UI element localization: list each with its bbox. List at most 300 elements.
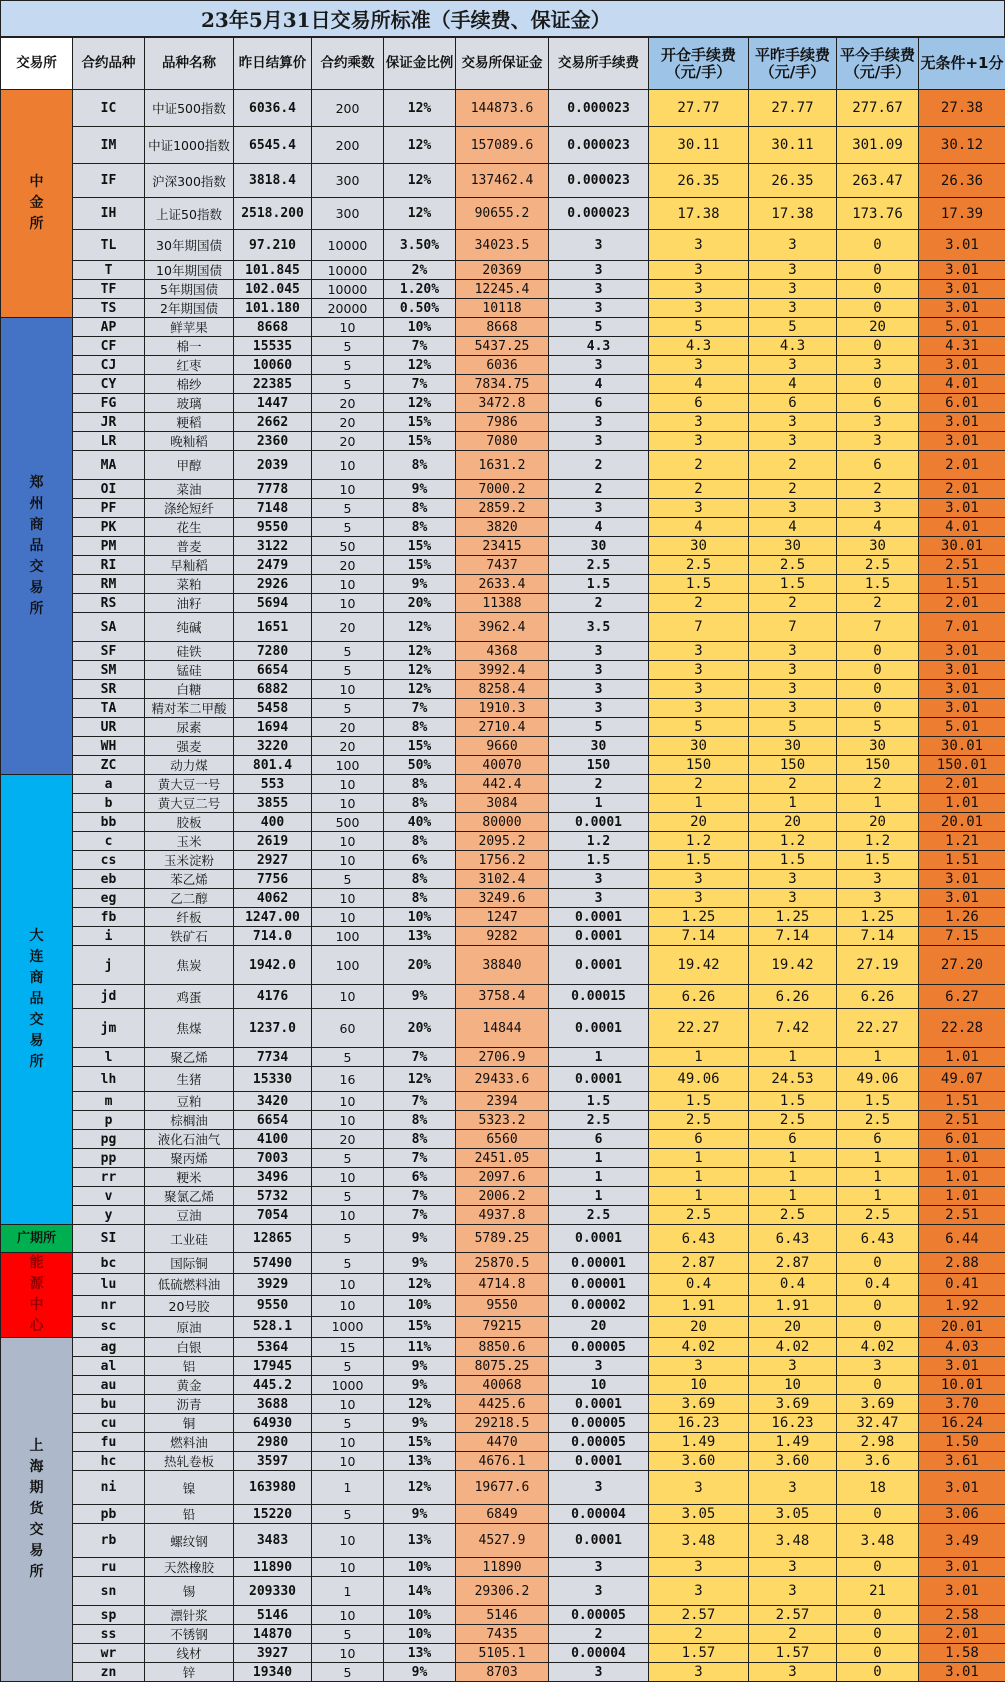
exchange-fee-cell: 1 <box>549 1187 649 1206</box>
exchange-margin-cell: 40068 <box>456 1376 549 1395</box>
contract-code-cell: bu <box>73 1395 145 1414</box>
close-yesterday-fee-cell: 24.53 <box>749 1067 837 1092</box>
settle-price-cell: 1447 <box>234 394 312 413</box>
contract-code-cell: ru <box>73 1558 145 1577</box>
exchange-fee-cell: 0.00005 <box>549 1433 649 1452</box>
plus-one-cent-cell: 3.01 <box>919 680 1005 699</box>
contract-code-cell: RI <box>73 556 145 575</box>
settle-price-cell: 3688 <box>234 1395 312 1414</box>
plus-one-cent-cell: 3.49 <box>919 1524 1005 1558</box>
settle-price-cell: 3220 <box>234 737 312 756</box>
multiplier-cell: 10000 <box>312 230 384 261</box>
settle-price-cell: 2360 <box>234 432 312 451</box>
margin-ratio-cell: 9% <box>384 1505 456 1524</box>
settle-price-cell: 6654 <box>234 661 312 680</box>
settle-price-cell: 4176 <box>234 985 312 1009</box>
plus-one-cent-cell: 0.41 <box>919 1274 1005 1295</box>
multiplier-cell: 10 <box>312 1606 384 1625</box>
plus-one-cent-cell: 1.01 <box>919 1168 1005 1187</box>
close-today-fee-cell: 2.98 <box>837 1433 919 1452</box>
plus-one-cent-cell: 3.01 <box>919 230 1005 261</box>
plus-one-cent-cell: 3.01 <box>919 1577 1005 1606</box>
exchange-fee-cell: 6 <box>549 394 649 413</box>
plus-one-cent-cell: 3.01 <box>919 870 1005 889</box>
open-fee-cell: 6 <box>649 1130 749 1149</box>
table-row <box>1 1149 1005 1168</box>
open-fee-cell: 2 <box>649 480 749 499</box>
contract-code-cell: i <box>73 927 145 946</box>
exchange-fee-cell: 1 <box>549 1048 649 1067</box>
open-fee-cell: 4.02 <box>649 1338 749 1357</box>
margin-ratio-cell: 8% <box>384 794 456 813</box>
margin-ratio-cell: 8% <box>384 718 456 737</box>
table-row <box>1 718 1005 737</box>
settle-price-cell: 400 <box>234 813 312 832</box>
close-yesterday-fee-cell: 1.5 <box>749 1092 837 1111</box>
close-today-fee-cell: 3.6 <box>837 1452 919 1471</box>
product-name-cell: 中证500指数 <box>145 90 234 127</box>
table-row <box>1 946 1005 985</box>
contract-code-cell: zn <box>73 1663 145 1682</box>
close-yesterday-fee-cell: 19.42 <box>749 946 837 985</box>
plus-one-cent-cell: 2.01 <box>919 594 1005 613</box>
multiplier-cell: 10 <box>312 451 384 480</box>
exchange-margin-cell: 8668 <box>456 318 549 337</box>
multiplier-cell: 1000 <box>312 1316 384 1337</box>
exchange-margin-cell: 1910.3 <box>456 699 549 718</box>
contract-code-cell: ni <box>73 1471 145 1505</box>
close-today-fee-cell: 1 <box>837 1168 919 1187</box>
close-yesterday-fee-cell: 4 <box>749 375 837 394</box>
settle-price-cell: 2619 <box>234 832 312 851</box>
plus-one-cent-cell: 16.24 <box>919 1414 1005 1433</box>
table-row <box>1 775 1005 794</box>
contract-code-cell: sc <box>73 1316 145 1337</box>
open-fee-cell: 3 <box>649 870 749 889</box>
contract-code-cell: SM <box>73 661 145 680</box>
close-yesterday-fee-cell: 3 <box>749 870 837 889</box>
plus-one-cent-cell: 3.01 <box>919 499 1005 518</box>
product-name-cell: 硅铁 <box>145 642 234 661</box>
close-yesterday-fee-cell: 26.35 <box>749 164 837 198</box>
exchange-margin-cell: 2710.4 <box>456 718 549 737</box>
table-row <box>1 680 1005 699</box>
table-row <box>1 756 1005 775</box>
exchange-group-cell <box>1 318 73 775</box>
header-plus-one-cent: 无条件+1分 <box>919 38 1005 90</box>
contract-code-cell: v <box>73 1187 145 1206</box>
settle-price-cell: 1942.0 <box>234 946 312 985</box>
settle-price-cell: 2926 <box>234 575 312 594</box>
close-today-fee-cell: 7.14 <box>837 927 919 946</box>
contract-code-cell: eb <box>73 870 145 889</box>
settle-price-cell: 528.1 <box>234 1316 312 1337</box>
close-today-fee-cell: 0 <box>837 375 919 394</box>
open-fee-cell: 7 <box>649 613 749 642</box>
exchange-margin-cell: 3992.4 <box>456 661 549 680</box>
exchange-margin-cell: 1756.2 <box>456 851 549 870</box>
close-yesterday-fee-cell: 10 <box>749 1376 837 1395</box>
multiplier-cell: 1000 <box>312 1376 384 1395</box>
settle-price-cell: 7778 <box>234 480 312 499</box>
margin-ratio-cell: 15% <box>384 737 456 756</box>
settle-price-cell: 97.210 <box>234 230 312 261</box>
plus-one-cent-cell: 2.88 <box>919 1253 1005 1274</box>
exchange-margin-cell: 2394 <box>456 1092 549 1111</box>
close-yesterday-fee-cell: 2 <box>749 775 837 794</box>
plus-one-cent-cell: 2.01 <box>919 480 1005 499</box>
close-yesterday-fee-cell: 7.14 <box>749 927 837 946</box>
product-name-cell: 聚乙烯 <box>145 1048 234 1067</box>
multiplier-cell: 15 <box>312 1338 384 1357</box>
contract-code-cell: IM <box>73 127 145 164</box>
margin-ratio-cell: 40% <box>384 813 456 832</box>
close-yesterday-fee-cell: 6 <box>749 1130 837 1149</box>
margin-ratio-cell: 15% <box>384 413 456 432</box>
plus-one-cent-cell: 3.01 <box>919 261 1005 280</box>
multiplier-cell: 5 <box>312 1149 384 1168</box>
contract-code-cell: RM <box>73 575 145 594</box>
exchange-margin-cell: 19677.6 <box>456 1471 549 1505</box>
margin-ratio-cell: 15% <box>384 1433 456 1452</box>
close-today-fee-cell: 3 <box>837 1357 919 1376</box>
header-settle-price: 昨日结算价 <box>234 38 312 90</box>
table-row <box>1 737 1005 756</box>
close-yesterday-fee-cell: 2.5 <box>749 1111 837 1130</box>
settle-price-cell: 7148 <box>234 499 312 518</box>
close-today-fee-cell: 3 <box>837 356 919 375</box>
product-name-cell: 聚氯乙烯 <box>145 1187 234 1206</box>
close-yesterday-fee-cell: 3 <box>749 261 837 280</box>
multiplier-cell: 5 <box>312 1625 384 1644</box>
product-name-cell: 白糖 <box>145 680 234 699</box>
contract-code-cell: PM <box>73 537 145 556</box>
open-fee-cell: 1.5 <box>649 1092 749 1111</box>
close-today-fee-cell: 0.4 <box>837 1274 919 1295</box>
table-row <box>1 356 1005 375</box>
table-row <box>1 813 1005 832</box>
plus-one-cent-cell: 6.44 <box>919 1225 1005 1253</box>
exchange-margin-cell: 6849 <box>456 1505 549 1524</box>
margin-ratio-cell: 12% <box>384 90 456 127</box>
settle-price-cell: 714.0 <box>234 927 312 946</box>
multiplier-cell: 10 <box>312 318 384 337</box>
settle-price-cell: 1247.00 <box>234 908 312 927</box>
margin-ratio-cell: 12% <box>384 661 456 680</box>
margin-ratio-cell: 12% <box>384 356 456 375</box>
close-today-fee-cell: 2 <box>837 594 919 613</box>
margin-ratio-cell: 7% <box>384 1206 456 1225</box>
exchange-margin-cell: 2859.2 <box>456 499 549 518</box>
close-today-fee-cell: 1.5 <box>837 851 919 870</box>
table-row <box>1 575 1005 594</box>
close-yesterday-fee-cell: 3 <box>749 1357 837 1376</box>
open-fee-cell: 2.5 <box>649 1206 749 1225</box>
exchange-fee-cell: 0.00005 <box>549 1338 649 1357</box>
plus-one-cent-cell: 3.01 <box>919 1471 1005 1505</box>
close-yesterday-fee-cell: 6.43 <box>749 1225 837 1253</box>
table-row <box>1 832 1005 851</box>
exchange-margin-cell: 4714.8 <box>456 1274 549 1295</box>
contract-code-cell: TS <box>73 299 145 318</box>
close-yesterday-fee-cell: 2 <box>749 480 837 499</box>
contract-code-cell: sn <box>73 1577 145 1606</box>
open-fee-cell: 6 <box>649 394 749 413</box>
close-today-fee-cell: 2.5 <box>837 1206 919 1225</box>
close-today-fee-cell: 1.5 <box>837 575 919 594</box>
product-name-cell: 漂针浆 <box>145 1606 234 1625</box>
exchange-fee-cell: 0.0001 <box>549 1395 649 1414</box>
exchange-fee-cell: 0.00005 <box>549 1606 649 1625</box>
product-name-cell: 棕榈油 <box>145 1111 234 1130</box>
close-today-fee-cell: 3 <box>837 432 919 451</box>
margin-ratio-cell: 10% <box>384 318 456 337</box>
multiplier-cell: 20 <box>312 413 384 432</box>
multiplier-cell: 20000 <box>312 299 384 318</box>
close-yesterday-fee-cell: 4.02 <box>749 1338 837 1357</box>
close-yesterday-fee-cell: 3.48 <box>749 1524 837 1558</box>
exchange-fee-cell: 2 <box>549 594 649 613</box>
table-row <box>1 1338 1005 1357</box>
open-fee-cell: 1.25 <box>649 908 749 927</box>
margin-ratio-cell: 10% <box>384 1295 456 1316</box>
close-yesterday-fee-cell: 2.5 <box>749 556 837 575</box>
exchange-group-cell <box>1 1338 73 1682</box>
plus-one-cent-cell: 27.38 <box>919 90 1005 127</box>
close-today-fee-cell: 27.19 <box>837 946 919 985</box>
table-row <box>1 518 1005 537</box>
contract-code-cell: SA <box>73 613 145 642</box>
exchange-fee-cell: 0.0001 <box>549 908 649 927</box>
product-name-cell: 尿素 <box>145 718 234 737</box>
exchange-margin-cell: 442.4 <box>456 775 549 794</box>
table-row <box>1 1414 1005 1433</box>
close-today-fee-cell: 3 <box>837 870 919 889</box>
margin-ratio-cell: 7% <box>384 1187 456 1206</box>
table-row <box>1 337 1005 356</box>
margin-ratio-cell: 15% <box>384 432 456 451</box>
table-row <box>1 375 1005 394</box>
exchange-margin-cell: 3472.8 <box>456 394 549 413</box>
margin-ratio-cell: 7% <box>384 1048 456 1067</box>
close-yesterday-fee-cell: 2 <box>749 594 837 613</box>
exchange-fee-cell: 0.00005 <box>549 1414 649 1433</box>
contract-code-cell: au <box>73 1376 145 1395</box>
margin-ratio-cell: 13% <box>384 1452 456 1471</box>
margin-ratio-cell: 12% <box>384 1067 456 1092</box>
product-name-cell: 黄大豆二号 <box>145 794 234 813</box>
contract-code-cell: TL <box>73 230 145 261</box>
settle-price-cell: 101.180 <box>234 299 312 318</box>
table-row <box>1 230 1005 261</box>
exchange-label: 中金所 <box>29 172 45 235</box>
exchange-margin-cell: 1247 <box>456 908 549 927</box>
plus-one-cent-cell: 26.36 <box>919 164 1005 198</box>
product-name-cell: 黄大豆一号 <box>145 775 234 794</box>
multiplier-cell: 16 <box>312 1067 384 1092</box>
close-today-fee-cell: 277.67 <box>837 90 919 127</box>
multiplier-cell: 10 <box>312 1644 384 1663</box>
table-row <box>1 1092 1005 1111</box>
open-fee-cell: 3.69 <box>649 1395 749 1414</box>
open-fee-cell: 7.14 <box>649 927 749 946</box>
settle-price-cell: 7280 <box>234 642 312 661</box>
margin-ratio-cell: 7% <box>384 375 456 394</box>
table-row <box>1 198 1005 230</box>
open-fee-cell: 3 <box>649 356 749 375</box>
table-row <box>1 1505 1005 1524</box>
multiplier-cell: 300 <box>312 198 384 230</box>
close-today-fee-cell: 0 <box>837 1316 919 1337</box>
multiplier-cell: 200 <box>312 127 384 164</box>
exchange-fee-cell: 0.0001 <box>549 1067 649 1092</box>
exchange-margin-cell: 12245.4 <box>456 280 549 299</box>
exchange-margin-cell: 2006.2 <box>456 1187 549 1206</box>
product-name-cell: 纤板 <box>145 908 234 927</box>
margin-ratio-cell: 3.50% <box>384 230 456 261</box>
plus-one-cent-cell: 2.01 <box>919 775 1005 794</box>
plus-one-cent-cell: 1.26 <box>919 908 1005 927</box>
table-body <box>1 90 1005 1682</box>
margin-ratio-cell: 12% <box>384 127 456 164</box>
multiplier-cell: 5 <box>312 356 384 375</box>
table-row <box>1 985 1005 1009</box>
plus-one-cent-cell: 3.01 <box>919 889 1005 908</box>
header-contract-code: 合约品种 <box>73 38 145 90</box>
open-fee-cell: 3.48 <box>649 1524 749 1558</box>
margin-ratio-cell: 6% <box>384 851 456 870</box>
margin-ratio-cell: 13% <box>384 1524 456 1558</box>
close-today-fee-cell: 4 <box>837 518 919 537</box>
close-yesterday-fee-cell: 20 <box>749 1316 837 1337</box>
settle-price-cell: 2980 <box>234 1433 312 1452</box>
plus-one-cent-cell: 6.01 <box>919 1130 1005 1149</box>
table-row <box>1 870 1005 889</box>
exchange-fee-cell: 30 <box>549 737 649 756</box>
exchange-fee-cell: 2.5 <box>549 556 649 575</box>
exchange-fee-cell: 2 <box>549 480 649 499</box>
exchange-fee-cell: 4 <box>549 518 649 537</box>
settle-price-cell: 14870 <box>234 1625 312 1644</box>
header-close-today-fee: 平今手续费（元/手） <box>837 38 919 90</box>
open-fee-cell: 16.23 <box>649 1414 749 1433</box>
open-fee-cell: 1.91 <box>649 1295 749 1316</box>
plus-one-cent-cell: 20.01 <box>919 1316 1005 1337</box>
product-name-cell: 30年期国债 <box>145 230 234 261</box>
settle-price-cell: 1694 <box>234 718 312 737</box>
settle-price-cell: 7756 <box>234 870 312 889</box>
multiplier-cell: 10 <box>312 575 384 594</box>
table-row <box>1 1009 1005 1048</box>
margin-ratio-cell: 1.20% <box>384 280 456 299</box>
multiplier-cell: 5 <box>312 1225 384 1253</box>
settle-price-cell: 5732 <box>234 1187 312 1206</box>
exchange-fee-cell: 20 <box>549 1316 649 1337</box>
plus-one-cent-cell: 3.01 <box>919 661 1005 680</box>
exchange-fee-cell: 0.000023 <box>549 127 649 164</box>
close-today-fee-cell: 0 <box>837 1253 919 1274</box>
close-today-fee-cell: 150 <box>837 756 919 775</box>
settle-price-cell: 64930 <box>234 1414 312 1433</box>
close-today-fee-cell: 30 <box>837 537 919 556</box>
open-fee-cell: 2 <box>649 775 749 794</box>
exchange-fee-cell: 3 <box>549 280 649 299</box>
exchange-margin-cell: 4527.9 <box>456 1524 549 1558</box>
plus-one-cent-cell: 2.01 <box>919 1625 1005 1644</box>
settle-price-cell: 15535 <box>234 337 312 356</box>
close-today-fee-cell: 0 <box>837 1376 919 1395</box>
margin-ratio-cell: 9% <box>384 1376 456 1395</box>
exchange-label: 广期所 <box>17 1231 56 1246</box>
contract-code-cell: LR <box>73 432 145 451</box>
exchange-fee-cell: 0.0001 <box>549 927 649 946</box>
multiplier-cell: 100 <box>312 946 384 985</box>
multiplier-cell: 50 <box>312 537 384 556</box>
table-row <box>1 299 1005 318</box>
multiplier-cell: 10 <box>312 889 384 908</box>
margin-ratio-cell: 9% <box>384 1357 456 1376</box>
open-fee-cell: 4 <box>649 375 749 394</box>
plus-one-cent-cell: 1.51 <box>919 1092 1005 1111</box>
product-name-cell: 铜 <box>145 1414 234 1433</box>
settle-price-cell: 7003 <box>234 1149 312 1168</box>
close-yesterday-fee-cell: 3.05 <box>749 1505 837 1524</box>
close-today-fee-cell: 6 <box>837 451 919 480</box>
exchange-margin-cell: 10118 <box>456 299 549 318</box>
table-row <box>1 1376 1005 1395</box>
exchange-margin-cell: 11890 <box>456 1558 549 1577</box>
contract-code-cell: IC <box>73 90 145 127</box>
open-fee-cell: 3 <box>649 432 749 451</box>
close-today-fee-cell: 6.26 <box>837 985 919 1009</box>
plus-one-cent-cell: 20.01 <box>919 813 1005 832</box>
plus-one-cent-cell: 30.12 <box>919 127 1005 164</box>
margin-ratio-cell: 7% <box>384 1092 456 1111</box>
product-name-cell: 沥青 <box>145 1395 234 1414</box>
exchange-group-cell <box>1 775 73 1225</box>
multiplier-cell: 5 <box>312 1187 384 1206</box>
close-yesterday-fee-cell: 6 <box>749 394 837 413</box>
settle-price-cell: 1651 <box>234 613 312 642</box>
open-fee-cell: 5 <box>649 318 749 337</box>
margin-ratio-cell: 8% <box>384 870 456 889</box>
multiplier-cell: 10 <box>312 1558 384 1577</box>
close-yesterday-fee-cell: 3 <box>749 1663 837 1682</box>
exchange-margin-cell: 4425.6 <box>456 1395 549 1414</box>
margin-ratio-cell: 20% <box>384 946 456 985</box>
product-name-cell: 燃料油 <box>145 1433 234 1452</box>
margin-ratio-cell: 7% <box>384 699 456 718</box>
exchange-margin-cell: 29218.5 <box>456 1414 549 1433</box>
table-row <box>1 1433 1005 1452</box>
close-yesterday-fee-cell: 3 <box>749 299 837 318</box>
multiplier-cell: 10 <box>312 832 384 851</box>
margin-ratio-cell: 8% <box>384 1130 456 1149</box>
close-today-fee-cell: 0 <box>837 1558 919 1577</box>
plus-one-cent-cell: 4.03 <box>919 1338 1005 1357</box>
settle-price-cell: 11890 <box>234 1558 312 1577</box>
settle-price-cell: 22385 <box>234 375 312 394</box>
close-yesterday-fee-cell: 3 <box>749 356 837 375</box>
margin-ratio-cell: 20% <box>384 1009 456 1048</box>
margin-ratio-cell: 12% <box>384 642 456 661</box>
table-row <box>1 451 1005 480</box>
product-name-cell: 白银 <box>145 1338 234 1357</box>
contract-code-cell: sp <box>73 1606 145 1625</box>
open-fee-cell: 3.05 <box>649 1505 749 1524</box>
table-row <box>1 1577 1005 1606</box>
settle-price-cell: 3929 <box>234 1274 312 1295</box>
